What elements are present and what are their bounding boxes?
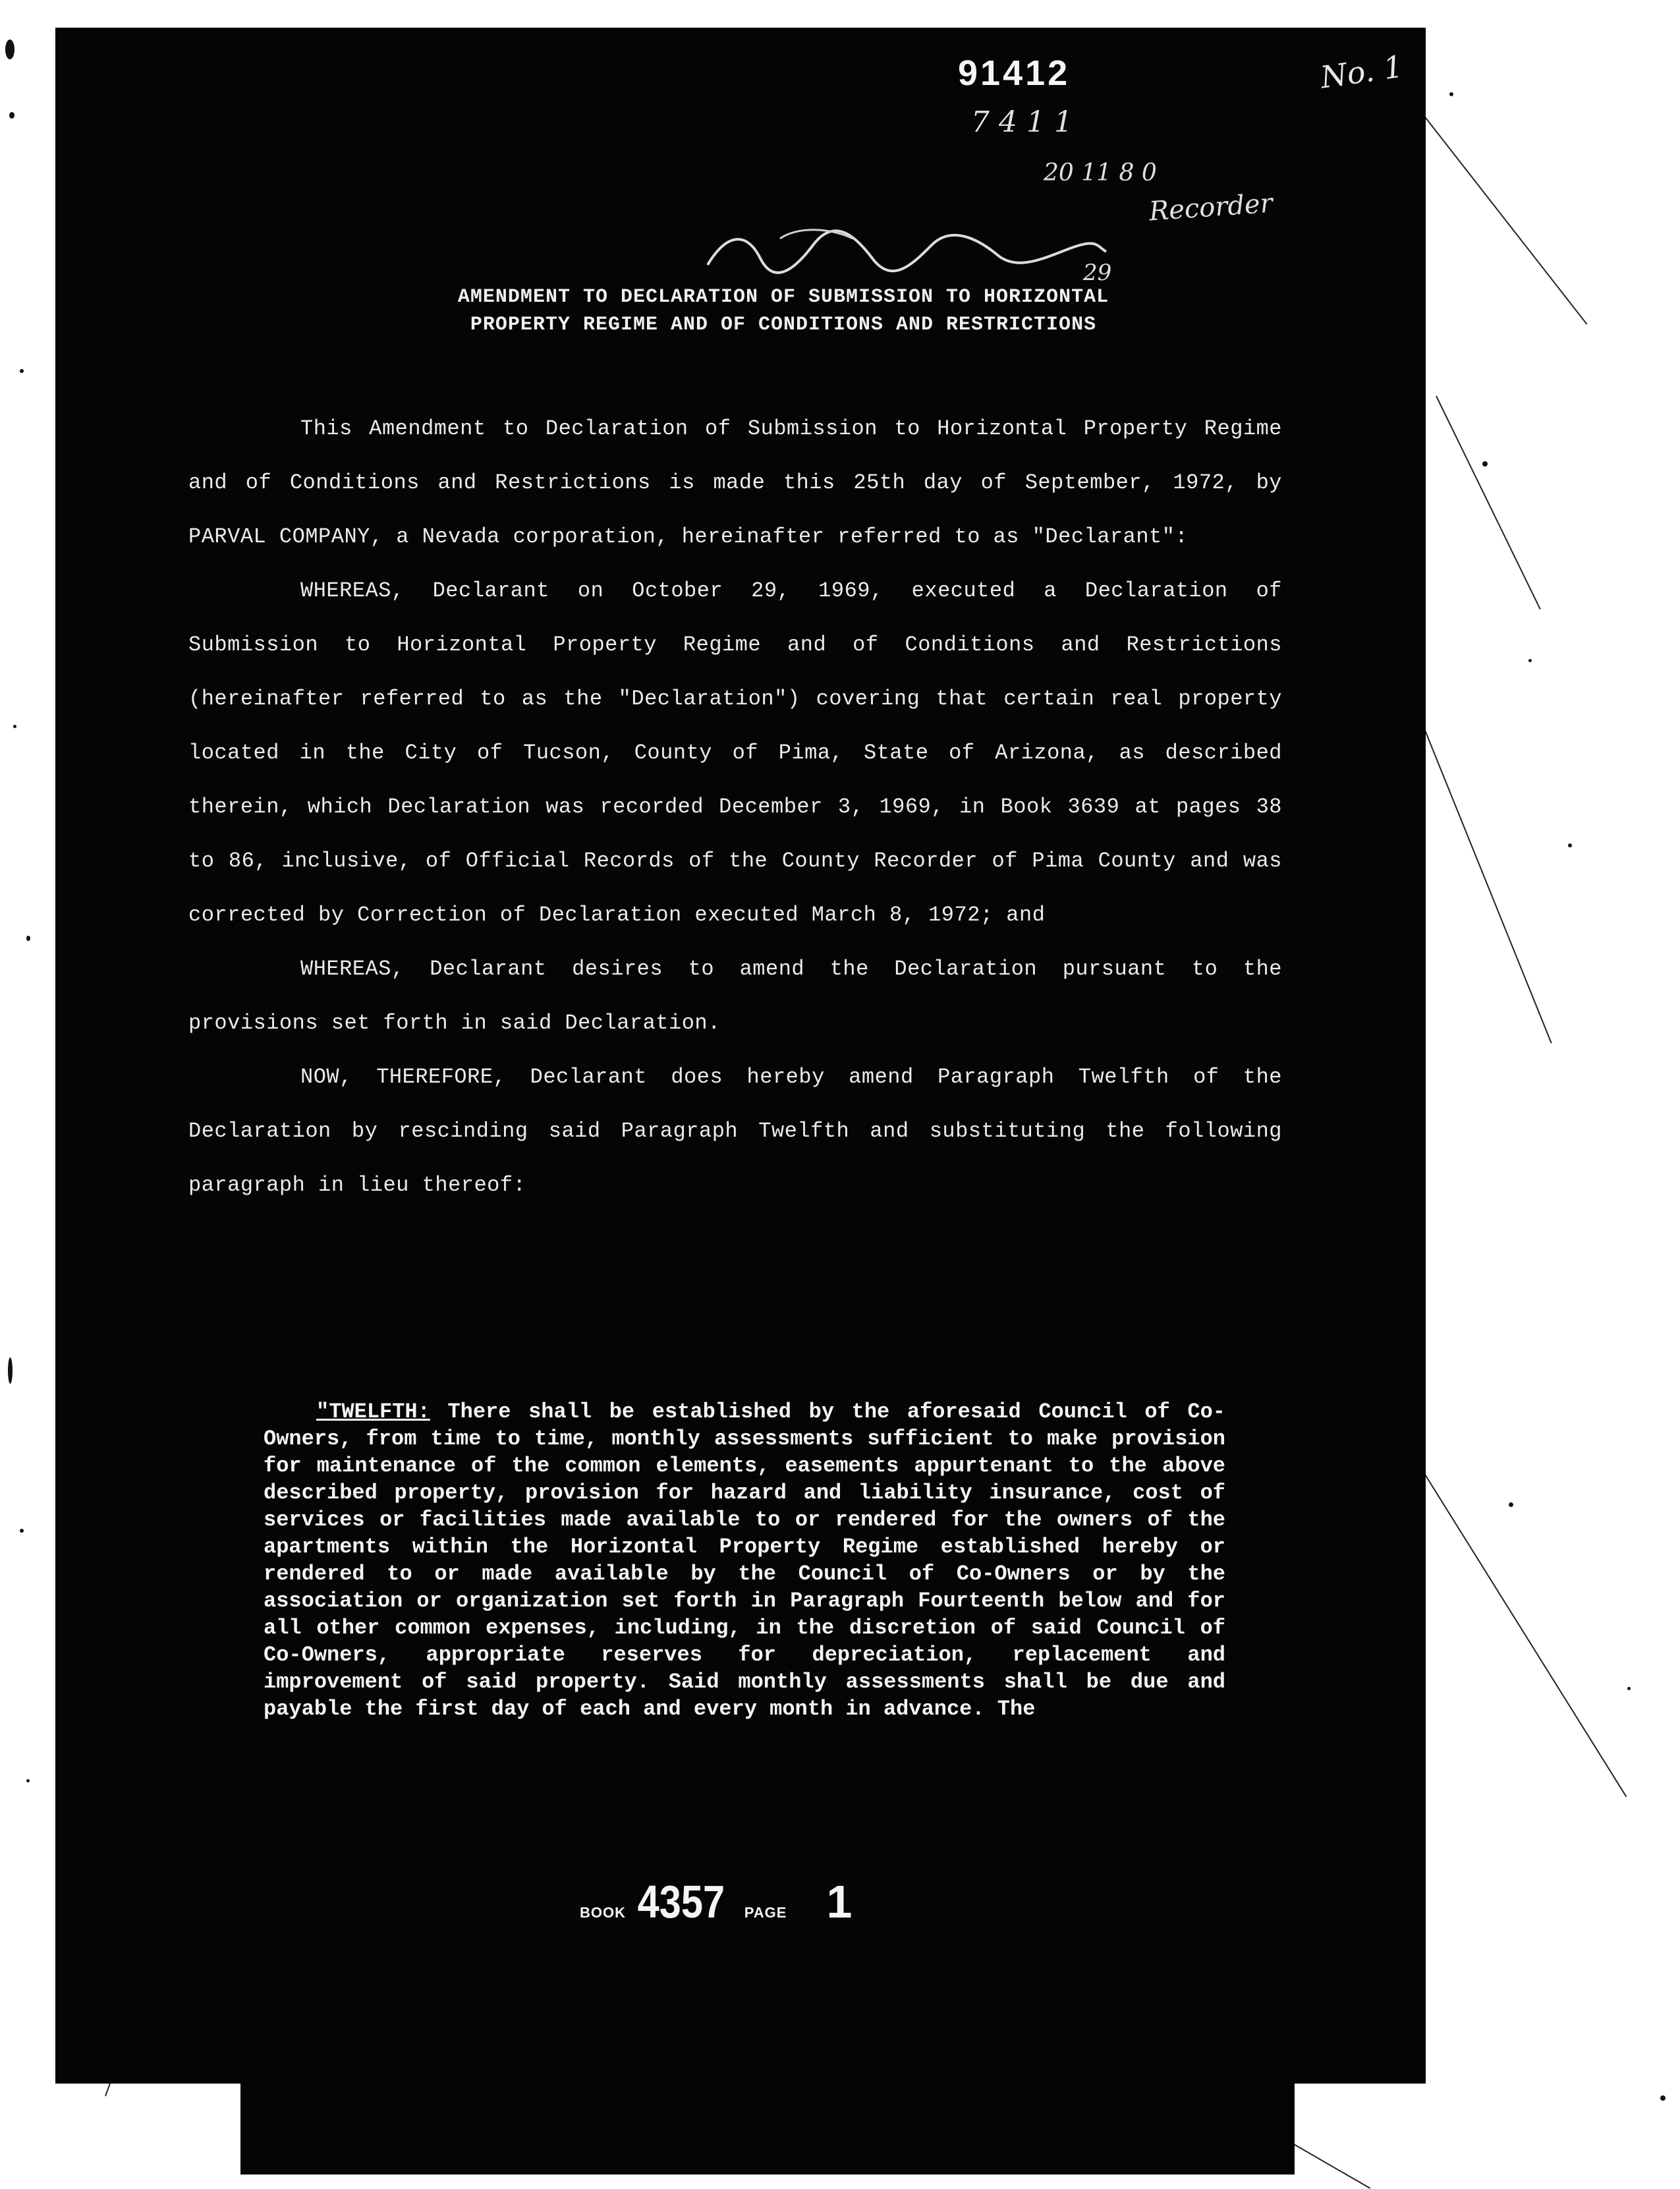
page-label: PAGE — [744, 1904, 787, 1921]
paragraph: This Amendment to Declaration of Submission to Horizontal Property Regime and of Conditions and Restrictions is made this 25th day of September, 1972, by PARVAL COMPANY, a Nevada corporation, hereinafter referred to as "Declarant": — [188, 416, 1282, 549]
quote-lead: "TWELFTH: — [316, 1400, 430, 1424]
document-title — [306, 283, 1261, 339]
handwritten-line: 20 11 8 0 — [1044, 159, 1157, 186]
handwritten-line: Recorder — [1148, 188, 1274, 227]
document-body — [188, 402, 1282, 1212]
title-line: PROPERTY REGIME AND OF CONDITIONS AND RESTRICTIONS — [470, 314, 1097, 336]
title-line: AMENDMENT TO DECLARATION OF SUBMISSION TO HORIZONTAL — [457, 286, 1109, 308]
handwritten-note: No. 1 — [1318, 48, 1405, 96]
document-number: 91412 — [958, 53, 1071, 93]
book-number: 4357 — [637, 1876, 725, 1927]
document-page-bottom — [240, 2069, 1295, 2175]
paragraph: NOW, THEREFORE, Declarant does hereby amend Paragraph Twelfth of the Declaration by rescinding said Paragraph Twelfth and substituting the following paragraph in lieu thereof: — [188, 1065, 1282, 1197]
paragraph: WHEREAS, Declarant on October 29, 1969, executed a Declaration of Submission to Horizontal Property Regime and of Conditions and Restrictions (hereinafter referred to as the "Declaration") covering that certain real property located in the City of Tucson, County of Pima, State of Arizona, as described therein, which Declaration was recorded December 3, 1969, in Book 3639 at pages 38 to 86, inclusive, of Official Records of the County Recorder of Pima County and was corrected by Correction of Declaration executed March 8, 1972; and — [188, 579, 1282, 927]
book-label: BOOK — [580, 1904, 626, 1921]
signature — [701, 219, 1109, 278]
quoted-paragraph-twelfth — [264, 1398, 1225, 1722]
paragraph: WHEREAS, Declarant desires to amend the Declaration pursuant to the provisions set forth in said Declaration. — [188, 957, 1282, 1035]
handwritten-line: 7 4 1 1 — [971, 105, 1073, 139]
page-number: 1 — [826, 1876, 853, 1927]
quote-body: There shall be established by the aforesaid Council of Co-Owners, from time to time, monthly assessments sufficient to make provision for maintenance of the common elements, easements appurtenant to the above described property, provision for hazard and liability insurance, cost of services or facilities made available to or rendered for the owners of the apartments within the Horizontal Property Regime established hereby or rendered to or made available by the Council of Co-Owners or by the association or organization set forth in Paragraph Fourteenth below and for all other common expenses, including, in the discretion of said Council of Co-Owners, appropriate reserves for depreciation, replacement and improvement of said property. Said monthly assessments shall be due and payable the first day of each and every month in advance. The — [264, 1400, 1225, 1721]
book-page-reference — [580, 1875, 852, 1928]
handwritten-line: 29 — [1083, 260, 1112, 286]
